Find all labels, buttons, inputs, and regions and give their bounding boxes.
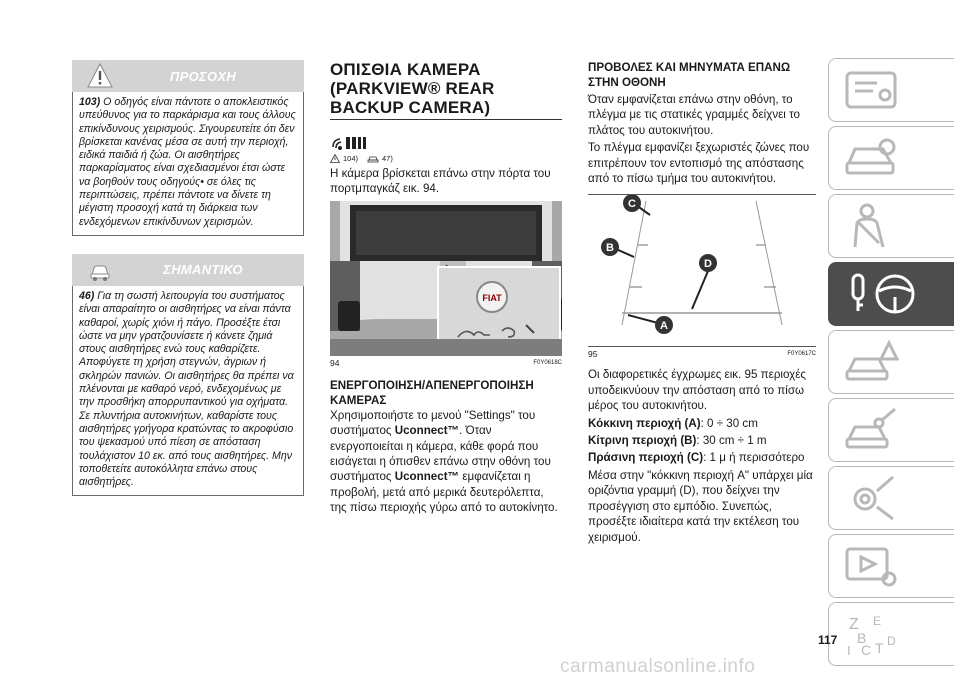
warning-box-body xyxy=(72,92,304,236)
svg-text:B: B xyxy=(857,630,867,646)
dashboard-icon xyxy=(843,65,899,115)
page-number: 117 xyxy=(818,633,838,647)
camera-availability-icon xyxy=(330,134,370,152)
title-rule xyxy=(330,119,562,120)
activation-text: Χρησιμοποιήστε το μενού "Settings" του συστήματος Uconnect™. Όταν ενεργοποιείται η κάμερα, κάθε φορά που εισάγεται η όπισθεν επάνω στην οθόνη του συστήματος Uconnect™ εμφανίζεται η προβολή, μετά από μερικά δευτερόλεπτα, της πίσω περιοχής γύρω από το αυτοκίνητο. xyxy=(330,408,558,515)
wrench-car-icon xyxy=(843,405,899,455)
svg-text:E: E xyxy=(873,614,882,628)
chapter-tabs xyxy=(828,58,954,670)
tailgate-camera-photo xyxy=(330,201,562,356)
yellow-zone: Κίτρινη περιοχή (B): 30 cm ÷ 1 m xyxy=(588,434,767,448)
warning-text: Ο οδηγός είναι πάντοτε ο αποκλειστικός υπεύθυνος για το παρκάρισμα και τους άλλους επικίνδυνους χειρισμούς. Σιγουρευτείτε ότι δεν βρίσκεται κανένας μέσα σε αυτή την περιοχή, ειδικά παιδιά ή ζώα. Οι αισθητήρες παρκαρίσματος είναι σχεδιασμένοι έτσι ώστε να βοηθούν τους οδηγούς• σε όλες τις περιπτώσεις, πρέπει πάντοτε να δίνετε τη μέγιστη προσοχή κατά τη διάρκεια των ενδεχόμενων επικίνδυνων χειρισμών. xyxy=(79,96,296,228)
safety-refs: 104) 47) xyxy=(330,154,562,163)
svg-text:D: D xyxy=(887,634,896,648)
svg-text:I: I xyxy=(847,643,851,658)
warning-small-icon xyxy=(330,154,340,163)
tab-vehicle[interactable] xyxy=(828,126,954,190)
alphabet-index-icon xyxy=(843,609,899,659)
tab-maintenance[interactable] xyxy=(828,398,954,462)
tab-starting-driving[interactable] xyxy=(828,262,954,326)
middle-column xyxy=(330,60,562,516)
zones-intro: Οι διαφορετικές έγχρωμες εικ. 95 περιοχές υποδεικνύουν την απόσταση από το πίσω μέρος του αυτοκινήτου. xyxy=(588,368,806,413)
watermark-text: carmanualsonline.info xyxy=(560,656,756,677)
note-text: Για τη σωστή λειτουργία του συστήματος είναι απαραίτητο οι αισθητήρες να είναι πάντα καθαροί, χωρίς χιόνι ή πάγο. Προσέξτε έτσι ώστε να μην γρατζουνίσετε ή κάνετε ζημιά στους αισθητήρες ενώ τους καθαρίζετε. Αποφύγετε τη χρήση στεγνών, άγριων ή σκληρών πανιών. Οι αισθητήρες θα πρέπει να πλένονται με καθαρό νερό, ενδεχομένως με την προσθήκη απορρυπαντικού για οχήματα. Σε πλυντήρια αυτοκινήτων, καθαρίστε τους αισθητήρες γρήγορα κρατώντας το ακροφύσιο του ψεκασμού υπό πίεση σε απόσταση τουλάχιστον 10 εκ. από τους αισθητήρες. Μην τοποθετείτε αυτοκόλλητα επάνω στους αισθητήρες. xyxy=(79,289,294,489)
tab-emergency[interactable] xyxy=(828,330,954,394)
label-d: D xyxy=(704,258,712,271)
red-zone-note: Μέσα στην "κόκκινη περιοχή A" υπάρχει μία οριζόντια γραμμή (D), που δείχνει την προσέγγιση στο εμπόδιο. Συνεπώς, προσέξτε ιδιαίτερα κατά την εκτέλεση του χειρισμού. xyxy=(588,468,813,544)
tab-safety[interactable] xyxy=(828,194,954,258)
warning-car-icon xyxy=(843,337,899,387)
svg-text:T: T xyxy=(875,640,884,656)
tab-multimedia[interactable] xyxy=(828,534,954,598)
red-zone: Κόκκινη περιοχή (A): 0 ÷ 30 cm xyxy=(588,416,758,430)
label-b: B xyxy=(606,242,614,255)
car-small-icon xyxy=(367,154,379,163)
warning-box-header xyxy=(72,60,304,92)
display-p1: Όταν εμφανίζεται επάνω στην οθόνη, το πλέγμα με τις στατικές γραμμές δείχνει το πλάτος του αυτοκινήτου. xyxy=(588,93,800,137)
display-heading: ΠΡΟΒΟΛΕΣ ΚΑΙ ΜΗΝΥΜΑΤΑ ΕΠΑΝΩ ΣΤΗΝ ΟΘΟΝΗ xyxy=(588,61,791,89)
parking-grid-diagram xyxy=(588,195,816,335)
svg-text:C: C xyxy=(861,642,872,658)
right-column xyxy=(588,60,816,545)
display-p2: Το πλέγμα εμφανίζει ξεχωριστές ζώνες που επιτρέπουν τον εντοπισμό της απόστασης από το πίσω τμήμα του αυτοκινήτου. xyxy=(588,141,810,186)
activation-heading: ΕΝΕΡΓΟΠΟΙΗΣΗ/ΑΠΕΝΕΡΓΟΠΟΙΗΣΗ ΚΑΜΕΡΑΣ xyxy=(330,378,534,407)
section-title: ΟΠΙΣΘΙΑ ΚΑΜΕΡΑ (PARKVIEW® REAR BACKUP CAMERA) xyxy=(330,60,495,117)
figure-94-caption: 94 F0Y0618C xyxy=(330,357,562,368)
gear-wrench-icon xyxy=(843,473,899,523)
figure-94 xyxy=(330,201,562,356)
left-column xyxy=(72,60,304,496)
car-note-icon xyxy=(86,256,114,284)
label-a: A xyxy=(660,320,668,333)
warning-ref: 103) xyxy=(79,96,101,108)
car-info-icon xyxy=(843,133,899,183)
tab-index[interactable] xyxy=(828,602,954,666)
figure-95-caption: 95 F0Y0617C xyxy=(588,346,816,359)
note-box-body xyxy=(72,286,304,496)
availability-icons xyxy=(330,134,562,152)
svg-text:Z: Z xyxy=(849,616,859,633)
media-icon xyxy=(843,541,899,591)
svg-text:FIAT: FIAT xyxy=(482,292,502,303)
figure-95 xyxy=(588,194,816,344)
intro-text: Η κάμερα βρίσκεται επάνω στην πόρτα του πορτμπαγκάζ εικ. 94. xyxy=(330,167,551,196)
steering-wheel-icon xyxy=(843,269,933,319)
tab-technical-data[interactable] xyxy=(828,466,954,530)
note-ref: 46) xyxy=(79,289,95,302)
note-box-title: ΣΗΜΑΝΤΙΚΟ xyxy=(163,262,243,278)
note-box-header xyxy=(72,254,304,286)
warning-box-title: ΠΡΟΣΟΧΗ xyxy=(169,68,237,84)
label-c: C xyxy=(628,198,636,211)
tab-dashboard[interactable] xyxy=(828,58,954,122)
green-zone: Πράσινη περιοχή (C): 1 μ ή περισσότερο xyxy=(588,451,805,465)
warning-triangle-icon xyxy=(86,62,114,90)
seatbelt-icon xyxy=(843,201,899,251)
